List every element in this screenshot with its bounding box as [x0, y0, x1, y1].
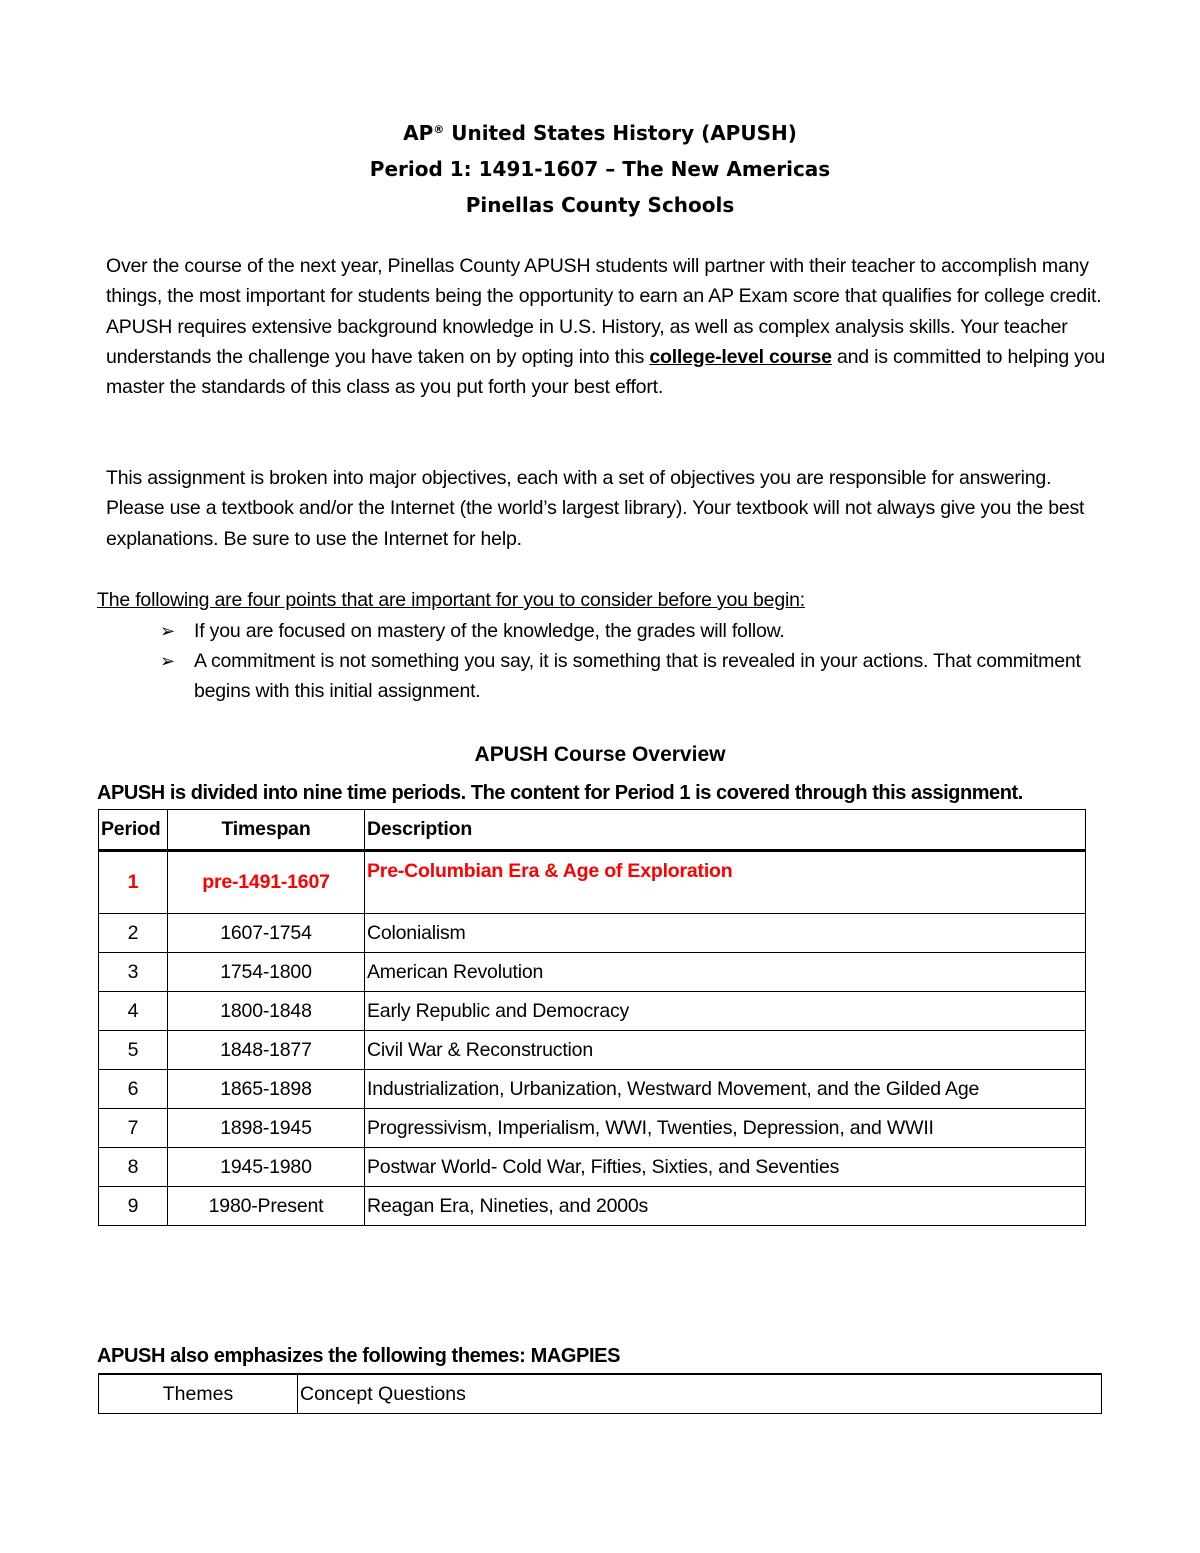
- column-header-period: Period: [99, 810, 168, 851]
- intro-paragraph-2: This assignment is broken into major objectives, each with a set of objectives you are responsible for answering. Please use a textbook and/or the Internet (the world’s largest library). Your textbook will not always give you the best explanations. Be sure to use the Internet for help.: [106, 467, 1085, 550]
- table-row: 1 pre-1491-1607 Pre-Columbian Era & Age of Exploration: [99, 851, 1086, 914]
- column-header-description: Description: [365, 810, 1086, 851]
- column-header-concept-questions: Concept Questions: [298, 1374, 1102, 1414]
- table-row: 6 1865-1898 Industrialization, Urbanization, Westward Movement, and the Gilded Age: [99, 1070, 1086, 1109]
- list-item: ➢ If you are focused on mastery of the knowledge, the grades will follow.: [160, 616, 1100, 646]
- table-header-row: [99, 1374, 1102, 1414]
- college-level-emphasis: college-level course: [649, 345, 832, 368]
- points-list: [160, 616, 1100, 706]
- table-row: 9 1980-Present Reagan Era, Nineties, and 2000s: [99, 1187, 1086, 1226]
- intro-paragraph-1: Over the course of the next year, Pinellas County APUSH students will partner with their teacher to accomplish many things, the most important for students being the opportunity to earn an AP Exam score that qualifies for college credit. APUSH requires extensive background knowledge in U.S. History, as well as complex analysis skills. Your teacher understands the challenge you have taken on by opting into this college-level course and is committed to helping you master the standards of this class as you put forth your best effort.: [106, 255, 1106, 399]
- themes-table: [98, 1373, 1102, 1414]
- table-row: 3 1754-1800 American Revolution: [99, 953, 1086, 992]
- themes-heading: APUSH also emphasizes the following themes: MAGPIES: [97, 1345, 621, 1367]
- period-title: Period 1: 1491-1607 – The New Americas: [369, 157, 831, 181]
- course-title: AP® United States History (APUSH): [403, 121, 797, 145]
- table-row: 2 1607-1754 Colonialism: [99, 914, 1086, 953]
- registered-mark: ®: [433, 123, 445, 136]
- arrow-bullet-icon: ➢: [160, 651, 175, 671]
- table-row: 7 1898-1945 Progressivism, Imperialism, WWI, Twenties, Depression, and WWII: [99, 1109, 1086, 1148]
- table-header-row: [99, 810, 1086, 851]
- arrow-bullet-icon: ➢: [160, 621, 175, 641]
- overview-title: APUSH Course Overview: [474, 743, 726, 766]
- periods-table: [98, 809, 1086, 1226]
- district-title: Pinellas County Schools: [465, 193, 735, 217]
- table-row: 4 1800-1848 Early Republic and Democracy: [99, 992, 1086, 1031]
- column-header-themes: Themes: [99, 1374, 298, 1414]
- table-row: 8 1945-1980 Postwar World- Cold War, Fifties, Sixties, and Seventies: [99, 1148, 1086, 1187]
- document-title-block: [0, 112, 1200, 223]
- column-header-timespan: Timespan: [168, 810, 365, 851]
- table-row: 5 1848-1877 Civil War & Reconstruction: [99, 1031, 1086, 1070]
- list-item: ➢ A commitment is not something you say, it is something that is revealed in your actions. That commitment begins with this initial assignment.: [160, 646, 1100, 706]
- points-heading: The following are four points that are important for you to consider before you begin:: [97, 589, 805, 611]
- overview-subtitle: APUSH is divided into nine time periods. The content for Period 1 is covered through this assignment.: [97, 782, 1023, 804]
